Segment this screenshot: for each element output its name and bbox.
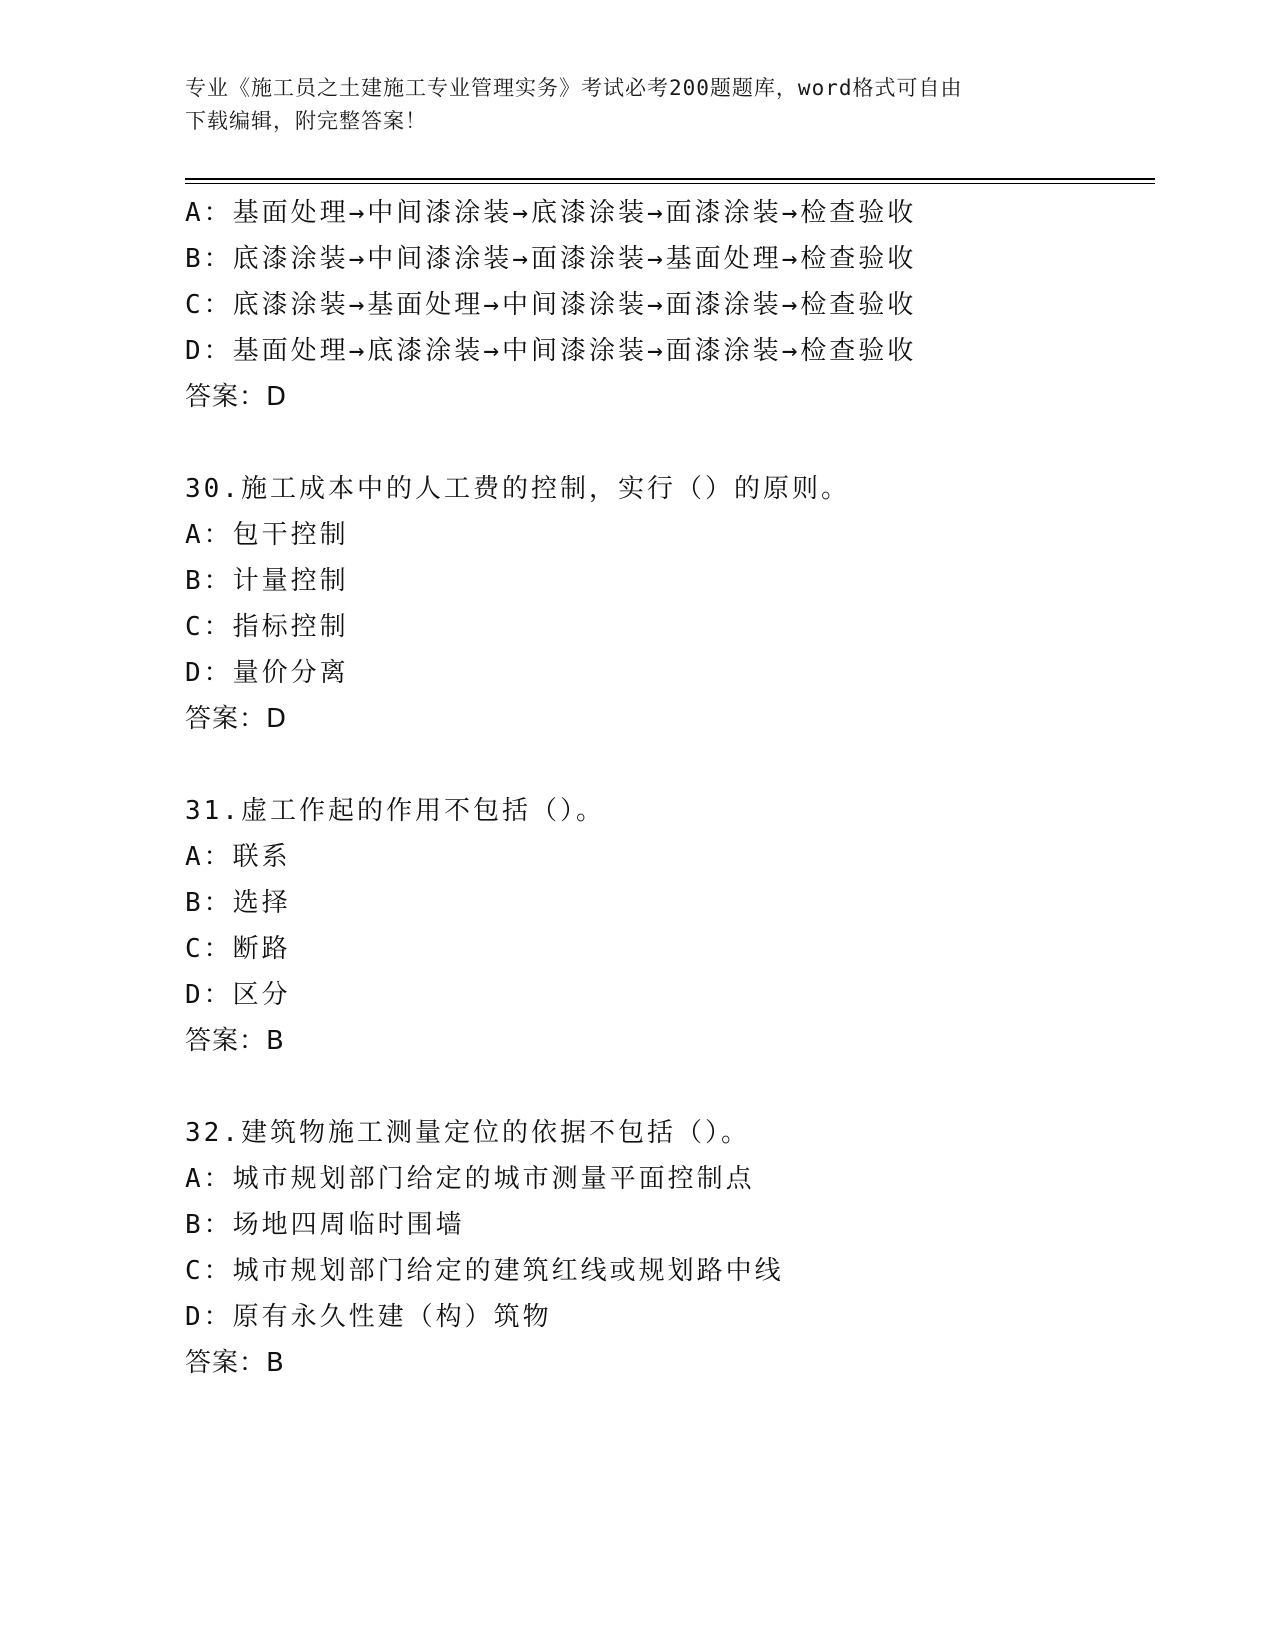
question-block-31 [185,788,1145,1064]
option-c: C：断路 [185,934,291,964]
option-a: A：城市规划部门给定的城市测量平面控制点 [185,1164,755,1194]
option-a: A：包干控制 [185,520,349,550]
header-rule-thick [185,178,1155,180]
question-list [185,190,1145,1386]
option-a: A：联系 [185,842,291,872]
option-b: B：场地四周临时围墙 [185,1210,465,1240]
document-header [185,72,1065,138]
question-stem: 30.施工成本中的人工费的控制，实行（）的原则。 [185,474,850,504]
header-line-1: 专业《施工员之土建施工专业管理实务》考试必考200题题库，word格式可自由 [185,76,963,100]
answer-line: 答案：B [185,1348,285,1378]
answer-line: 答案：D [185,704,288,734]
option-a: A：基面处理→中间漆涂装→底漆涂装→面漆涂装→检查验收 [185,198,917,228]
answer-line: 答案：B [185,1026,285,1056]
question-stem: 32.建筑物施工测量定位的依据不包括（）。 [185,1118,750,1148]
option-d: D：量价分离 [185,658,349,688]
header-line-2: 下载编辑，附完整答案！ [185,109,427,133]
option-c: C：指标控制 [185,612,349,642]
option-c: C：底漆涂装→基面处理→中间漆涂装→面漆涂装→检查验收 [185,290,917,320]
question-block-32 [185,1110,1145,1386]
spacer [185,1064,1145,1110]
question-stem: 31.虚工作起的作用不包括（）。 [185,796,605,826]
question-block-30 [185,466,1145,742]
option-d: D：基面处理→底漆涂装→中间漆涂装→面漆涂装→检查验收 [185,336,917,366]
option-b: B：选择 [185,888,291,918]
question-block-29 [185,190,1145,420]
spacer [185,742,1145,788]
header-rule-thin [185,183,1155,184]
option-c: C：城市规划部门给定的建筑红线或规划路中线 [185,1256,784,1286]
option-d: D：原有永久性建（构）筑物 [185,1302,552,1332]
option-b: B：底漆涂装→中间漆涂装→面漆涂装→基面处理→检查验收 [185,244,917,274]
spacer [185,420,1145,466]
option-b: B：计量控制 [185,566,349,596]
answer-line: 答案：D [185,382,288,412]
option-d: D：区分 [185,980,291,1010]
